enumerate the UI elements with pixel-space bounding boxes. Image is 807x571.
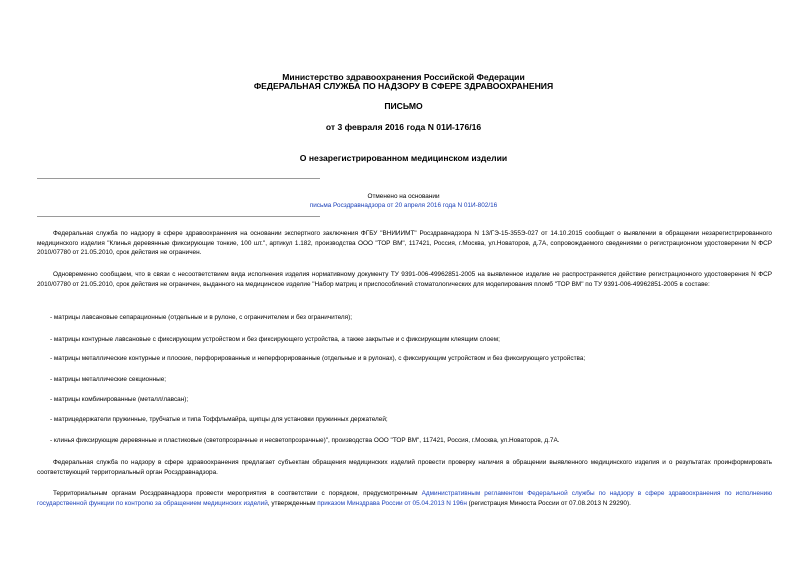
paragraph-3 xyxy=(37,458,772,477)
doc-subject: О незарегистрированном медицинском изделии xyxy=(299,153,508,163)
divider-top xyxy=(37,178,320,179)
regulation-link[interactable]: Административным регламентом Федеральной службы по надзору в сфере здравоохранения по исполнению государственной функции по контролю за обращением медицинских изделий xyxy=(37,490,772,507)
paragraph-2-text: Одновременно сообщаем, что в связи с несоответствием вида исполнения изделия нормативному документу ТУ 9391-006-49962851-2005 на выявленное изделие не распространяется действие регистрационного удостоверения N ФСР 2010/07780 от 21.05.2010, срок действия не ограничен, выданного на медицинское изделие "Набор матриц и приспособлений стоматологических для моделирования пломб "ТОР ВМ" по ТУ 9391-006-49962851-2005 в составе: xyxy=(37,271,772,288)
list-item: - матрицы комбинированные (металл/лавсан); xyxy=(50,396,189,403)
list-item: - матрицы контурные лавсановые с фиксирующим устройством и без фиксирующего устройства, а также закрытые и с фиксирующим клеящим слоем; xyxy=(50,336,500,343)
paragraph-4-mid: , утвержденным xyxy=(267,499,318,507)
paragraph-1 xyxy=(37,229,772,258)
cancellation-link[interactable]: письма Росздравнадзора от 20 апреля 2016 года N 01И-802/16 xyxy=(309,202,498,209)
ministry-heading: Министерство здравоохранения Российской Федерации xyxy=(282,72,525,82)
doc-type-heading: ПИСЬМО xyxy=(384,101,423,111)
service-heading: ФЕДЕРАЛЬНАЯ СЛУЖБА ПО НАДЗОРУ В СФЕРЕ ЗДРАВООХРАНЕНИЯ xyxy=(253,81,554,91)
order-link[interactable]: приказом Минздрава России от 05.04.2013 N 196н xyxy=(317,499,467,507)
paragraph-4-start: Территориальным органам Росздравнадзора провести мероприятия в соответствии с порядком, предусмотренным xyxy=(53,490,422,497)
paragraph-4 xyxy=(37,489,772,508)
paragraph-3-text: Федеральная служба по надзору в сфере здравоохранения предлагает субъектам обращения медицинских изделий провести проверку наличия в обращении выявленного медицинского изделия и о результатах проинформировать соответствующий территориальный орган Росздравнадзора. xyxy=(37,459,772,476)
paragraph-2 xyxy=(37,270,772,289)
list-item: - матрицы металлические секционные; xyxy=(50,376,167,383)
paragraph-1-text: Федеральная служба по надзору в сфере здравоохранения на основании экспертного заключения ФГБУ "ВНИИИМТ" Росздравнадзора N 13/ГЭ-15-355Э-027 от 14.10.2015 сообщает о выявлении в обращении незарегистрированного медицинского изделия "Клинья деревянные фиксирующие тонкие, 100 шт.", артикул 1.182, производства ООО "ТОР ВМ", 117421, Россия, г.Москва, ул.Новаторов, д.7А, сопровождаемого сведениями о регистрационном удостоверении N ФСР 2010/07780 от 21.05.2010, срок действия не ограничен. xyxy=(37,230,772,257)
doc-date-number: от 3 февраля 2016 года N 01И-176/16 xyxy=(325,122,482,132)
list-item: - матрицы лавсановые сепарационные (отдельные и в рулоне, с ограничителем и без ограничителя); xyxy=(50,314,353,321)
list-item: - матрицы металлические контурные и плоские, перфорированные и неперфорированные (отдельные и в рулонах), с фиксирующим устройством и без фиксирующего устройства; xyxy=(50,355,586,362)
list-item: - матрицедержатели пружинные, трубчатые и типа Тоффльмайра, щипцы для установки пружинных держателей; xyxy=(50,416,388,423)
list-item: - клинья фиксирующие деревянные и пластиковые (светопрозрачные и несветопрозрачные)", производства ООО "ТОР ВМ", 117421, Россия, г.Москва, ул.Новаторов, д.7А. xyxy=(50,437,560,444)
cancellation-link-line xyxy=(0,202,807,210)
paragraph-4-end: (регистрация Минюста России от 07.08.2013 N 29290). xyxy=(466,499,631,507)
cancellation-note: Отменено на основании xyxy=(367,193,440,200)
divider-bottom xyxy=(37,216,320,217)
